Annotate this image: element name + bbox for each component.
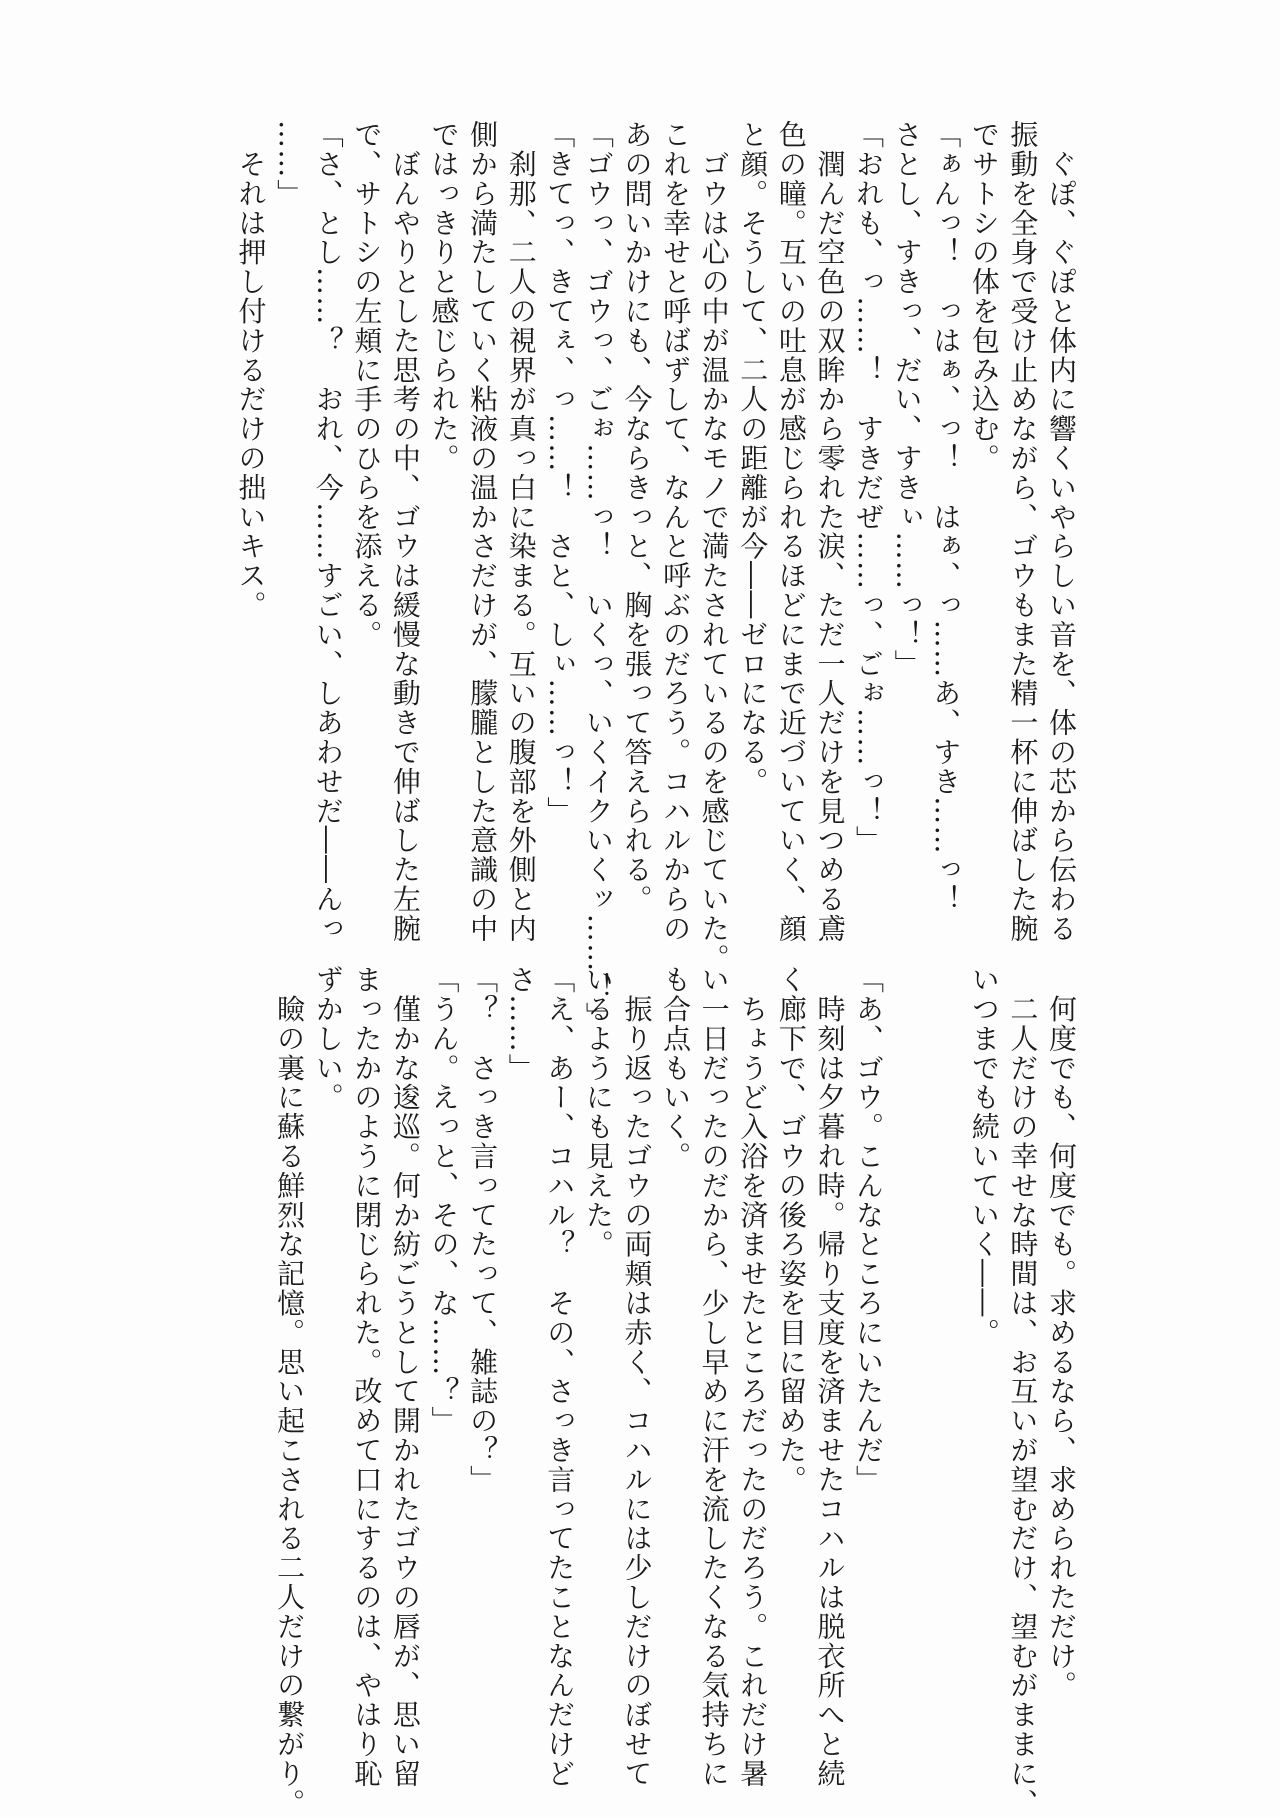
text-line: ではっきりと感じられた。 [427,120,461,473]
text-line: 「あ、ゴウ。こんなところにいたんだ」 [852,965,886,1495]
text-line: 「え、あー、コハル？ その、さっき言ってたことなんだけど [543,965,577,1789]
text-line: 刹那、二人の視界が真っ白に染まる。互いの腹部を外側と内 [504,120,538,944]
text-line: いつまでも続いていく――。 [967,965,1001,1348]
text-line: いるようにも見えた。 [581,965,615,1259]
text-line [926,965,965,1745]
text-line: も合点もいく。 [659,965,693,1171]
text-line: 「おれも、っ……！ すきだぜ……っ、ごぉ……っ！」 [852,120,886,855]
text-line: ぼんやりとした思考の中、ゴウは緩慢な動きで伸ばした左腕 [388,120,422,944]
text-line: あの問いかけにも、今ならきっと、胸を張って答えられる。 [620,120,654,914]
text-block-top [231,120,1080,1032]
text-line: 瞼の裏に蘇る鮮烈な記憶。思い起こされる二人だけの繋がり。 [273,965,307,1818]
text-line: 「うん。えっと、その、な……？」 [427,965,461,1436]
text-line: 「ゴウっ、ゴウっ、ごぉ……っ！ いくっ、いくイクいくッ……！」 [581,120,615,1032]
text-line: さとし、すきっ、だい、すきぃ……っ！」 [890,120,924,679]
text-line: 振動を全身で受け止めながら、ゴウもまた精一杯に伸ばした腕 [1006,120,1040,944]
text-line: これを幸せと呼ばずして、なんと呼ぶのだろう。コハルからの [659,120,693,944]
text-line: 何度でも、何度でも。求めるなら、求められただけ。 [1045,965,1078,1700]
text-line: でサトシの体を包み込む。 [967,120,1001,473]
text-line: 二人だけの幸せな時間は、お互いが望むだけ、望むがままに、 [1006,965,1040,1818]
text-line: い一日だったのだから、少し早めに汗を流したくなる気持ちに [697,965,731,1789]
text-line: さ……」 [504,965,538,1083]
text-line: 時刻は夕暮れ時。帰り支度を済ませたコハルは脱衣所へと続 [813,965,847,1789]
text-block-bottom [270,965,1080,1818]
text-line: 「さ、とし……？ おれ、今……すごい、しあわせだ――んっ [311,120,345,944]
text-line: ずかしい。 [311,965,345,1112]
text-line: 振り返ったゴウの両頬は赤く、コハルには少しだけのぼせて [620,965,654,1789]
text-line: く廊下で、ゴウの後ろ姿を目に留めた。 [774,965,808,1495]
text-line: まったかのように閉じられた。改めて口にするのは、やはり恥 [350,965,384,1789]
text-line: ちょうど入浴を済ませたところだったのだろう。これだけ暑 [736,965,770,1789]
text-line: 僅かな逡巡。何か紡ごうとして開かれたゴウの唇が、思い留 [388,965,422,1789]
text-line: で、サトシの左頬に手のひらを添える。 [350,120,384,650]
text-line: ゴウは心の中が温かなモノで満たされているのを感じていた。 [697,120,731,973]
text-line: と顔。そうして、二人の距離が今――ゼロになる。 [736,120,770,797]
text-line: それは押し付けるだけの拙いキス。 [234,120,268,620]
text-line: 「ぁんっ！ っはぁ、っ！ はぁ、っ……あ、すき……っ！ [929,120,963,914]
text-line: ぐぽ、ぐぽと体内に響くいやらしい音を、体の芯から伝わる [1045,120,1078,944]
text-line: 潤んだ空色の双眸から零れた涙、ただ一人だけを見つめる鳶 [813,120,847,944]
text-line: 「？ さっき言ってたって、雑誌の？」 [466,965,500,1495]
text-line: 色の瞳。互いの吐息が感じられるほどにまで近づいていく、顔 [774,120,808,944]
text-line: 側から満たしていく粘液の温かさだけが、朦朧とした意識の中 [466,120,500,944]
text-line: ……」 [273,120,307,209]
text-line: 「きてっ、きてぇ、っ……！ さと、しぃ……っ！」 [543,120,577,826]
text-line [887,965,926,1745]
